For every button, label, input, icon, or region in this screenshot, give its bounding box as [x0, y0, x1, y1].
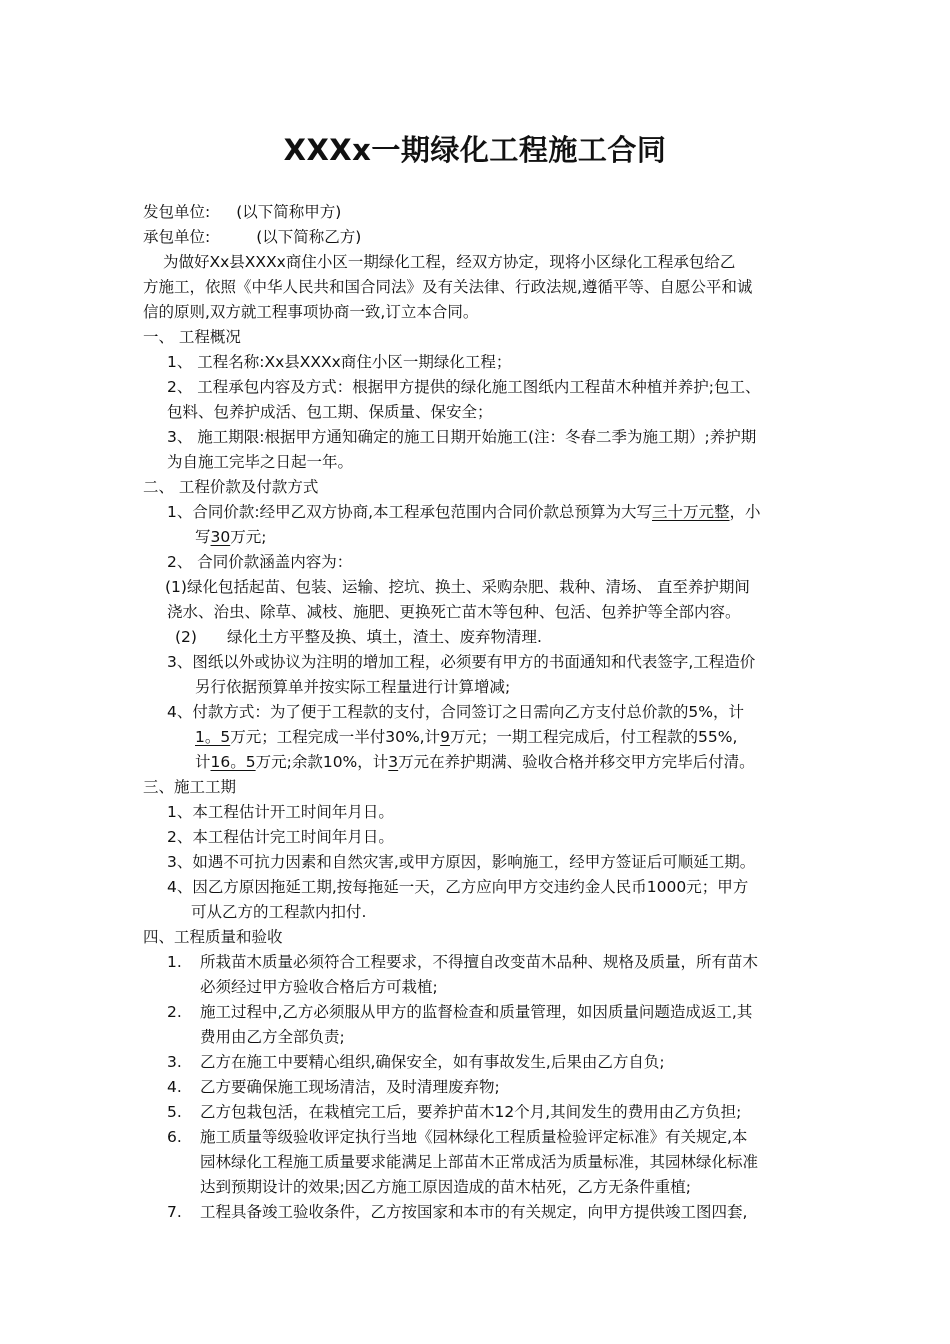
- section-3-item-1: 1、本工程估计开工时间年月日。: [167, 803, 394, 821]
- payment-amount-4: 3: [388, 753, 399, 771]
- section-1-heading: 一、 工程概况: [143, 328, 241, 346]
- sub-item-text: 绿化土方平整及换、填土，渣土、废弃物清理.: [226, 628, 542, 646]
- section-4-item-5-line-1: 乙方包栽包活，在栽植完工后，要养护苗木12个月,其间发生的费用由乙方负担;: [200, 1103, 742, 1121]
- section-4-item-6-line-1: 施工质量等级验收评定执行当地《园林绿化工程质量检验评定标准》有关规定,本: [200, 1128, 748, 1146]
- section-1-item-2-line-1: 2、 工程承包内容及方式：根据甲方提供的绿化施工图纸内工程苗木种植并养护;包工、: [167, 378, 761, 396]
- section-2-item-1-line-1: [167, 501, 761, 523]
- intro-line-2: 方施工，依照《中华人民共和国合同法》及有关法律、行政法规,遵循平等、自愿公平和诚: [143, 278, 753, 296]
- section-4-item-6-number: 6.: [167, 1128, 182, 1146]
- section-4-item-5-number: 5.: [167, 1103, 182, 1121]
- section-4-item-3-line-1: 乙方在施工中要精心组织,确保安全，如有事故发生,后果由乙方自负;: [200, 1053, 665, 1071]
- payment-text-1: 万元；工程完成一半付30%,计: [230, 728, 441, 746]
- contract-price-figure: 30: [210, 528, 231, 546]
- section-2-item-3-line-2: 另行依据预算单并按实际工程量进行计算增减;: [195, 678, 511, 696]
- section-2-item-3-line-1: 3、图纸以外或协议为注明的增加工程，必须要有甲方的书面通知和代表签字,工程造价: [167, 653, 756, 671]
- section-1-item-2-line-2: 包料、包养护成活、包工期、保质量、保安全；: [167, 403, 493, 421]
- section-2-item-4-line-2: [195, 726, 737, 748]
- payment-text-5: 万元在养护期满、验收合格并移交甲方完毕后付清。: [398, 753, 755, 771]
- section-2-item-2-1-line-2: 浇水、治虫、除草、减枝、施肥、更换死亡苗木等包种、包活、包养护等全部内容。: [167, 603, 741, 621]
- payment-text-4: 万元;余款10%，计: [255, 753, 389, 771]
- party-a-note: (以下简称甲方): [236, 203, 342, 221]
- section-4-item-4-number: 4.: [167, 1078, 182, 1096]
- payment-text-2: 万元；一期工程完成后，付工程款的55%,: [450, 728, 738, 746]
- intro-line-1: 为做好Xx县XXXx商住小区一期绿化工程，经双方协定，现将小区绿化工程承包给乙: [163, 253, 736, 271]
- section-4-item-3-number: 3.: [167, 1053, 182, 1071]
- section-4-item-2-line-1: 施工过程中,乙方必须服从甲方的监督检查和质量管理，如因质量问题造成返工,其: [200, 1003, 753, 1021]
- party-b-label: 承包单位:: [143, 228, 211, 246]
- party-b-line: [143, 226, 361, 248]
- section-2-item-2-1-line-1: (1)绿化包括起苗、包装、运输、挖坑、换土、采购杂肥、栽种、清场、 直至养护期间: [165, 578, 750, 596]
- contract-price-figure-prefix: 写: [195, 528, 211, 546]
- payment-amount-1: 1。5: [195, 728, 231, 746]
- section-2-heading: 二、 工程价款及付款方式: [143, 478, 319, 496]
- section-1-item-1: 1、 工程名称:Xx县XXXx商住小区一期绿化工程；: [167, 353, 512, 371]
- section-2-item-1-line-2: [195, 526, 266, 548]
- section-4-item-1-line-2: 必须经过甲方验收合格后方可栽植;: [200, 978, 438, 996]
- intro-line-3: 信的原则,双方就工程事项协商一致,订立本合同。: [143, 303, 479, 321]
- section-4-item-7-number: 7.: [167, 1203, 182, 1221]
- section-3-item-4-line-1: 4、因乙方原因拖延工期,按每拖延一天，乙方应向甲方交违约金人民币1000元；甲方: [167, 878, 749, 896]
- section-3-item-4-line-2: 可从乙方的工程款内扣付.: [191, 903, 367, 921]
- section-2-item-4-line-1: 4、付款方式：为了便于工程款的支付，合同签订之日需向乙方支付总价款的5%，计: [167, 703, 744, 721]
- section-4-item-6-line-2: 园林绿化工程施工质量要求能满足上部苗木正常成活为质量标准，其园林绿化标准: [200, 1153, 759, 1171]
- payment-text-3: 计: [195, 753, 211, 771]
- section-4-item-1-number: 1.: [167, 953, 182, 971]
- party-b-note: (以下简称乙方): [256, 228, 362, 246]
- section-4-item-7-line-1: 工程具备竣工验收条件，乙方按国家和本市的有关规定，向甲方提供竣工图四套,: [200, 1203, 748, 1221]
- contract-price-words: 三十万元整: [652, 503, 730, 521]
- section-4-item-2-line-2: 费用由乙方全部负责;: [200, 1028, 345, 1046]
- party-a-line: [143, 201, 341, 223]
- section-2-item-2: 2、 合同价款涵盖内容为：: [167, 553, 353, 571]
- section-4-item-4-line-1: 乙方要确保施工现场清洁，及时清理废弃物;: [200, 1078, 500, 1096]
- section-3-item-2: 2、本工程估计完工时间年月日。: [167, 828, 394, 846]
- contract-price-text: 1、合同价款:经甲乙双方协商,本工程承包范围内合同价款总预算为大写: [167, 503, 653, 521]
- payment-amount-3: 16。5: [210, 753, 256, 771]
- section-1-item-3-line-1: 3、 施工期限:根据甲方通知确定的施工日期开始施工(注：冬春二季为施工期）;养护期: [167, 428, 757, 446]
- section-4-item-1-line-1: 所栽苗木质量必须符合工程要求，不得擅自改变苗木品种、规格及质量，所有苗木: [200, 953, 759, 971]
- section-4-item-2-number: 2.: [167, 1003, 182, 1021]
- section-4-heading: 四、工程质量和验收: [143, 928, 283, 946]
- party-a-label: 发包单位:: [143, 203, 211, 221]
- section-4-item-6-line-3: 达到预期设计的效果;因乙方施工原因造成的苗木枯死，乙方无条件重植;: [200, 1178, 691, 1196]
- section-1-item-3-line-2: 为自施工完毕之日起一年。: [167, 453, 354, 471]
- section-3-heading: 三、施工工期: [143, 778, 237, 796]
- section-2-item-2-2: [175, 626, 542, 648]
- payment-amount-2: 9: [440, 728, 450, 746]
- section-2-item-4-line-3: [195, 751, 755, 773]
- document-title: XXXx一期绿化工程施工合同: [283, 133, 667, 167]
- contract-price-suffix: ，小: [729, 503, 761, 521]
- sub-item-number: (2): [175, 628, 197, 646]
- contract-price-unit: 万元;: [230, 528, 267, 546]
- section-3-item-3: 3、如遇不可抗力因素和自然灾害,或甲方原因，影响施工，经甲方签证后可顺延工期。: [167, 853, 756, 871]
